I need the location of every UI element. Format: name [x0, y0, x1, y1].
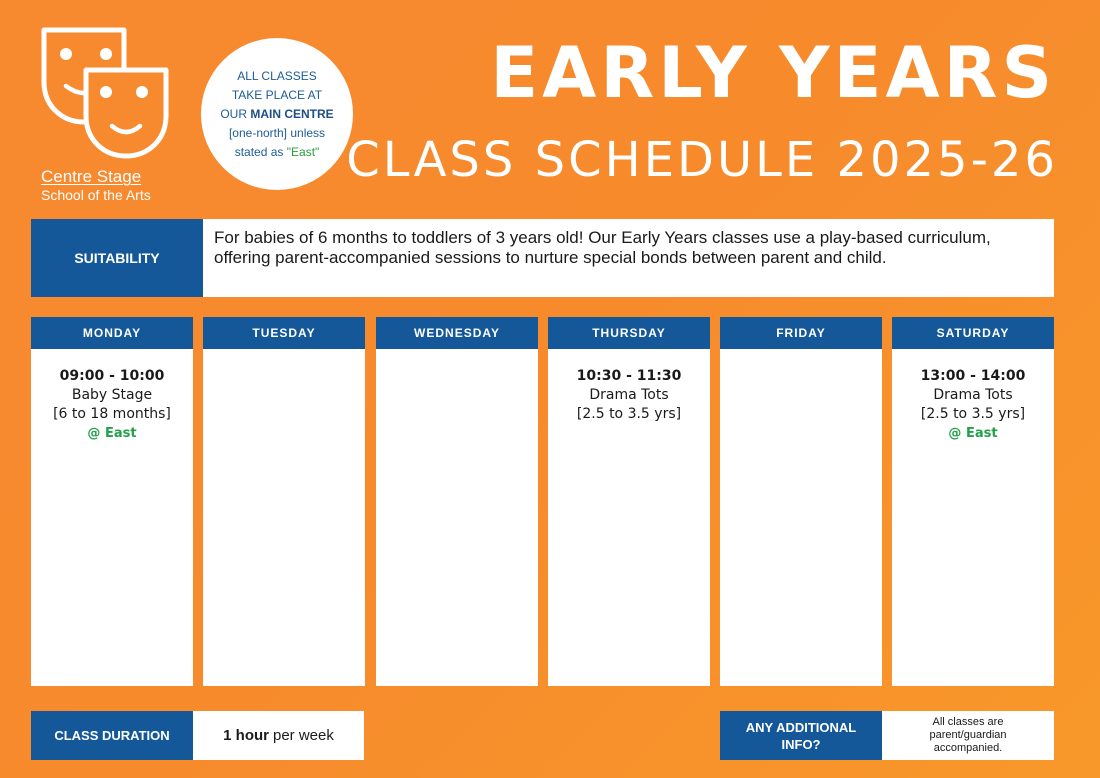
slot-location: @ East — [87, 426, 137, 441]
day-column-tuesday — [203, 317, 365, 686]
slot-class: Drama Tots — [589, 387, 669, 403]
day-column-friday — [720, 317, 882, 686]
day-header: MONDAY — [31, 317, 193, 349]
class-duration-label: CLASS DURATION — [31, 711, 193, 760]
day-column-wednesday — [376, 317, 538, 686]
day-header: THURSDAY — [548, 317, 710, 349]
slot-ages: [2.5 to 3.5 yrs] — [576, 406, 682, 422]
day-column-monday — [31, 317, 193, 686]
theatre-masks-icon — [38, 24, 173, 164]
day-slot — [548, 349, 710, 686]
slot-ages: [2.5 to 3.5 yrs] — [920, 406, 1026, 422]
class-duration-value — [193, 711, 364, 760]
suitability-label: SUITABILITY — [31, 219, 203, 297]
duration-frequency: per week — [272, 727, 334, 744]
day-slot — [892, 349, 1054, 686]
notice-line-3-prefix: OUR — [220, 106, 251, 121]
logo-name: Centre Stage — [41, 167, 142, 186]
day-header: FRIDAY — [720, 317, 882, 349]
school-logo — [38, 24, 178, 204]
notice-line-1: ALL CLASSES — [237, 68, 317, 83]
day-header: TUESDAY — [203, 317, 365, 349]
slot-time: 09:00 - 10:00 — [59, 368, 165, 384]
notice-line-5 — [235, 143, 320, 162]
slot-ages: [6 to 18 months] — [53, 406, 171, 422]
notice-main-centre: MAIN CENTRE — [250, 106, 334, 121]
page-title: EARLY YEARS — [490, 32, 1056, 114]
duration-amount: 1 hour — [223, 727, 269, 744]
day-column-saturday — [892, 317, 1054, 686]
day-slot — [203, 349, 365, 686]
location-notice — [201, 38, 353, 190]
additional-info-text: All classes are parent/guardian accompanied. — [882, 711, 1054, 760]
logo-subtitle: School of the Arts — [41, 187, 151, 203]
notice-line-5-prefix: stated as — [234, 144, 287, 159]
day-slot — [31, 349, 193, 686]
slot-location: @ East — [948, 426, 998, 441]
slot-time: 10:30 - 11:30 — [576, 368, 682, 384]
day-header: WEDNESDAY — [376, 317, 538, 349]
slot-class: Drama Tots — [933, 387, 1013, 403]
notice-east: "East" — [286, 144, 320, 159]
day-header: SATURDAY — [892, 317, 1054, 349]
day-slot — [376, 349, 538, 686]
day-slot — [720, 349, 882, 686]
suitability-text: For babies of 6 months to toddlers of 3 years old! Our Early Years classes use a play-based curriculum, offering parent-accompanied sessions to nurture special bonds between parent and child. — [203, 219, 1054, 297]
notice-line-3 — [220, 105, 333, 124]
page-subtitle: CLASS SCHEDULE 2025-26 — [346, 132, 1058, 188]
notice-line-4: [one-north] unless — [228, 125, 326, 140]
day-column-thursday — [548, 317, 710, 686]
slot-class: Baby Stage — [71, 387, 153, 403]
slot-time: 13:00 - 14:00 — [920, 368, 1026, 384]
notice-line-2: TAKE PLACE AT — [231, 87, 323, 102]
additional-info-label: ANY ADDITIONAL INFO? — [720, 711, 882, 760]
